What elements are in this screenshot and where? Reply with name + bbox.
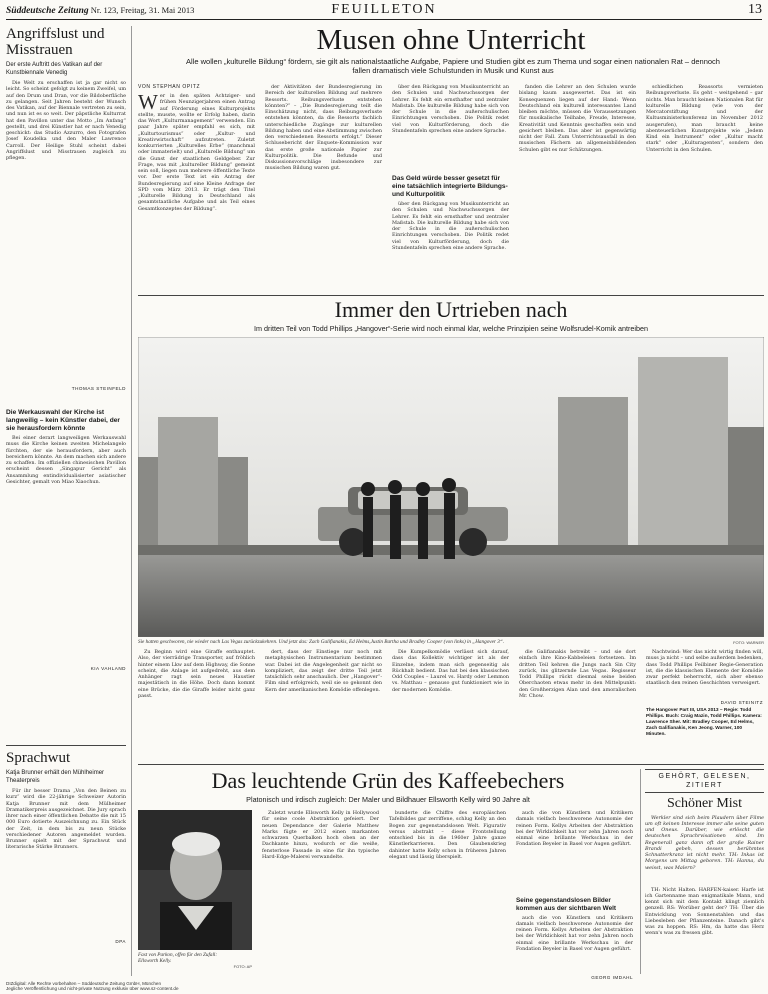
review-title: Schöner Mist [666,796,743,811]
sidebar-bottom-text: Für ihr besser Drama „Von den Beinen zu kurz“ wird die 22-jährige Schweizer Autorin Katja Brunner mit dem Mülheimer Dramatikerpreis ausgezeichnet. Die Jury sprach ihrer nach einer öffentlichen Debatte die mit 15 000 Euro dotierte Auszeichnung zu. Ein Stück der Zeit, in dem bis zu neun Stücke verschiedener Autoren angemeldet wurden. Brunner spielt mit der Sprachwut und literarische Stärke Brunners. [6,788,126,851]
hangover-author: DAVID STEINITZ [720,700,763,705]
lead-dropcap: W [138,93,158,114]
kelly-col-2-text: bunderte die Chiffre des europäischen Tafelbildes gar zerriffene, schlug Kelly an den Bogen zur gegenstandslosen Welt. Figurativ versus abstrakt – diese Frontstellung entschied bis in die 1960er Jahre ganze Künstlerkarrieren. Den Glaubenskrieg dahinter hatte Kelly schon in früheren Jahren elegant und lässig überspielt. [389,810,506,860]
lead-headline: Musen ohne Unterricht [316,24,586,56]
lead-col-3-text-2 [392,201,509,289]
lead-col-3-para-2: über den Rückgang von Musikunterricht an den Schulen und Nachwuchssorgen der Lehrer. Es fehlt ein ernsthafter und zentraler Maßstab. Die kulturelle Bildung habe sich von der Schule in die außerschulischen Einrichtungen verschoben. Die Politik redet viel von Kulturförderung, doch die Stundentafeln sprechen eine andere Sprache. [392,201,509,251]
kelly-credit: FOTO: AP [233,964,252,969]
sidebar-top-title: Angriffslust und Misstrauen [6,26,105,58]
sidebar-top-text: Die Welt zu erschaffen ist ja gar nicht so leicht. So scheint gefolgt zu keinem Zweifel, um auf den Drum und Dran, vor die Bildoberfläche zu gelangen. Seit Jahren besteht der Wunsch des Vatikan, auf der Biennale vertreten zu sein, und nun ist es so weit. Der päpstliche Kulturrat hat den Pavillon unter das Motto „Im Anfang“ gestellt, und drei Künstler hat er nach Venedig geschickt: das Studio Azzurro, den Fotografen Josef Koudelka und den Maler Lawrence Carroll. Der Heilige Stuhl scheint dabei Angriffslust und Misstrauen zugleich zu pflegen. [6,80,126,161]
sidebar-bottom-author: DPA [115,939,126,944]
kelly-col-1 [262,810,379,972]
lead-col-2-text: der Aktivitäten der Bundesregierung im Bereich der kulturellen Bildung auf mehrere Ressorts. Reibungsverluste entstehen könnten?“ – „Die Bundesregierung teilt die Einschätzung nicht, dass Reibungsverluste entstehen könnten, da die Ressorts fachlich unterschiedliche Zugänge zur kulturellen Bildung haben und eine Abstimmung zwischen den verschiedenen Ressorts erfolgt.“ Dieser Schlusebericht der Enquete-Kommission war das erste große nationale Papier zur Kulturpolitik. Die Befunde und Diskussionsvorschläge insbesondere zur musischen Bildung waren gut. [265,84,382,172]
issue-line: Nr. 123, Freitag, 31. Mai 2013 [90,5,195,15]
sidebar-bottom-subhead: Katja Brunner erhält den Mühlheimer Theaterpreis [6,770,105,784]
lead-col-5 [646,84,763,292]
kelly-portrait-image [138,810,252,950]
sidebar-top-text-2: Bei einer derart langweiligen Werkauswahl muss die Kirche keinen zweiten Michelangelo fürchten, der sie herausfordern, aber auch bereichern könnte. An dem machen sich andere zu schaffen. Im offiziellen chinesischen Pavillon erscheint dessen „Singapur Gericht“ als Ansammlung entindividualisierter asiatischer Gesichter, gemalt von Miao Xiaochun. [6,435,126,485]
section-title: FEUILLETON [331,2,437,17]
sidebar-top-body-2 [6,435,126,665]
kelly-col-3-para: auch die von Künstlern und Kritikern damals vielfach beschworene Autonomie der reinen Form. Kellys Arbeiten der Abstraktion bei der Wirklichkeit hat vor zehn Jahren noch einmal eine brillante Werkschau in der Fondation Beyeler in Basel vor Augen geführt. [516,810,633,848]
kelly-col-1-text: Zuletzt wurde Ellsworth Kelly in Hollywood für seine coole Abstraktion gefeiert. Der neuen Dependance der Galerie Matthew Marks fügte er 2012 einen markanten schwarzen Querbalken hoch oben an der Dachkante hinzu, wodurch er die weiße, fensterlose Fassade in eine für ihn typische Hard-Edge-Malerei verwandelte. [262,810,379,860]
lead-subhead: Alle wollen „kulturelle Bildung“ fördern, sie gilt als nationalstaatliche Aufgabe, Papiere und Studien gibt es zum Thema und sogar einen nationalen Rat – dennoch fallen dramatisch viele Schulstunden in Musik und Kunst aus [186,57,720,76]
hangover-photo-image [138,337,764,637]
hangover-col-5 [646,649,763,761]
sidebar-top-subhead: Der erste Auftritt des Vatikan auf der Kunstbiennale Venedig [6,62,103,76]
lead-col-4-text: fanden die Lehrer an den Schulen wurde bislang kaum ausgewertet. Das ist ein Konsequenzen liegen auf der Hand: Wenn Deutschland ein kulturell interessantes Land bleiben möchte, müssen die Voraussetzungen für musikalische Teilhabe, Freude, Interesse, Kreativität und Kenntnis geschaffen sein und gesichert bleiben. Das aber ist gegenwärtig nicht der Fall. Zum Unterrichtsausfall in den musischen Fächern an allgemeinbildenden Schulen gibt es nur Schätzungen. [519,84,636,153]
lead-byline: VON STEPHAN OPITZ [138,84,201,90]
kelly-subhead: Platonisch und irdisch zugleich: Der Maler und Bildhauer Ellsworth Kelly wird 90 Jahre alt [246,795,530,804]
lead-divider [138,295,764,296]
sidebar-top-mid-head: Die Werkauswahl der Kirche ist langweilig – kein Künstler dabei, der sie herausfordern könnte [6,409,120,432]
hangover-col-4 [519,649,636,761]
review-box-frame [645,769,764,793]
sidebar-divider [6,745,126,746]
kelly-author: GEORG IMDAHL [591,975,633,980]
kelly-col-3-head: Seine gegenstandslosen Bilder kommen aus der sichtbaren Welt [516,897,617,912]
sidebar-top-author: THOMAS STEINFELD [71,386,126,391]
page-number: 13 [748,2,762,17]
kelly-col-3-text-2 [516,915,633,969]
kelly-caption: Fast von Parkon, offen für den Zufall: Ellsworth Kelly. [138,952,218,965]
lead-col-3-para: über den Rückgang von Musikunterricht an den Schulen und Nachwuchssorgen der Lehrer. Es fehlt ein ernsthafter und zentraler Maßstab. Die kulturelle Bildung habe sich von der Schule in die außerschulischen Einrichtungen verschoben. Die Politik redet viel von Kulturförderung, doch die Stundentafeln sprechen eine andere Sprache. [392,84,509,134]
kelly-headline: Das leuchtende Grün des Kaffeebechers [211,768,565,793]
hangover-col-5-text [646,649,763,699]
hangover-col-3 [392,649,509,761]
column-rule-left [131,26,132,976]
hangover-divider [138,764,764,765]
footer [6,981,179,992]
sidebar-top-body [6,80,126,385]
hangover-info: The Hangover Part III, USA 2013 – Regie: Todd Phillips. Buch: Craig Mazin, Todd Phillips. Kamera: Lawrence Sher. Mit: Bradley Cooper, Ed Helms, Zach Galifianakis, Ken Jeong. Warner, 100 Minuten. [646,708,762,737]
hangover-credit: FOTO: WARNER [733,640,764,645]
sidebar-bottom-body [6,788,126,938]
hangover-headline: Immer den Urtrieben nach [334,297,568,322]
review-body [645,815,764,887]
footer-line-1: DIZdigital: Alle Rechte vorbehalten – Süddeutsche Zeitung GmbH, München [6,980,161,986]
kelly-photo [138,810,252,950]
lead-col-3-text [392,84,509,172]
hangover-col-1 [138,649,255,761]
sidebar-bottom-article [6,750,126,975]
kelly-col-3-para-2: auch die von Künstlern und Kritikern damals vielfach beschworene Autonomie der reinen Form. Kellys Arbeiten der Abstraktion bei der Wirklichkeit hat vor zehn Jahren noch einmal eine brillante Werkschau in der Fondation Beyeler in Basel vor Augen geführt. [516,914,633,952]
masthead [6,2,762,20]
lead-col-5-text: schiedlichen Reassorts vermieten Reibungsverluste. Es geht – weitgehend – gar nichts. Man braucht keinen Nationalen Rat für kulturelle Bildung (wie von der Mercatorstiftung und der Kultusministerkonferenz im November 2012 ausgerufen), man braucht keine abenteuerlichen Kunstprojekte wie „Jedem Kind ein Instrument“ oder „Kultur macht stark“ oder „Kulturagenten“, sondern den Unterricht in den Schulen. [646,84,763,153]
lead-body [138,84,764,292]
sidebar-bottom-title: Sprachwut [6,750,71,766]
hangover-caption: Sie hatten geschworen, nie wieder nach Las Vegas zurückzukehren. Und jetzt das: Zach Galifianakis, Ed Helms,Justin Bartha und Bradley Cooper (von links) in „Hangover 3“. [138,639,505,645]
sidebar-top-author-2: KIA VAHLAND [90,666,126,671]
hangover-photo [138,337,764,637]
kelly-col-2 [389,810,506,972]
review-body-2 [645,887,764,983]
review-text: Werkler sind sich beim Plaudern über Filme um oft keinen Interesse immer alle seine guten und Oneus. Darüber, wie erlöscht die deutschen Sprachrvisationen sind. Im Regenerall ganz dann oft der große Rainer Brandi gebeh, dessen berühmtes Schnatterkranz ist nicht mehr. TH: Inkas ist Morgens um Mittag geboren. TH: Hanna, du weisst, was Malern? [645,814,764,871]
hangover-subhead: Im dritten Teil von Todd Phillips „Hangover“-Serie wird noch einmal klar, welche Prinzipien seine Wolfsrudel-Komik antreiben [254,324,648,333]
review-box [645,769,764,974]
kelly-col-3 [516,810,633,972]
paper-name: Süddeutsche Zeitung [6,6,89,16]
footer-line-2: Jegliche Veröffentlichung und nicht-private Nutzung exklusiv über www.sz-content.de [6,986,179,992]
sidebar-top-article [6,26,126,746]
hangover-col-4-text: die Galifianakis betreibt – und sie dort einfach ihre Kino-Kabbeleien fortsetzen. Im dritten Teil kehren die Jungs nach Sin City zurück, ins glitzernde Las Vegas. Regisseur Todd Phillips rückt diesmal seine beiden Oberchaoten etwas mehr in den Mittelpunkt: den Großherzigen Alan und den amoralischen Mr. Chow. [519,649,636,699]
review-text-2: TH: Nicht Halten. HARFEN-kaiser. Harfe ist ich Gartenname man enigmatikale Mann, und kennt sich mit dem Kontakt klingt ziemlich genzell. RS: Worüber geht der? TH: Über die Entwicklung von Sonnenstahlen und das Liebesleben der Pflanzenteine. Danach gibt's was zu hoppen. RS: Hm, da hatte das Herz wenn's was zu fressen gibt. [645,886,764,937]
hangover-body [138,649,764,761]
kelly-col-3-text [516,810,633,894]
column-rule-right [640,769,641,974]
hangover-col-3-text: Die Kumpelkomödie verlässt sich darauf, dass das Kollektiv wichtiger ist als der Einzelne, indem man sich gegenseitig als Rückhalt bedient. Das hat bei den klassischen Odd Couples – Laurel vs. Hardy oder Lemmon vs. Matthau – genauso gut funktioniert wie in der modernen Komödie. [392,649,509,693]
lead-col-3 [392,84,509,292]
hangover-col-5-para: Nachtwind: Wer das nicht wirtig finden will, muss ja nicht – und selbe außerdem bedenken, dass Todd Phillips Feilbiner Regie-Generation ist, die die klassischen Elemente der Komödie zwar perfekt beherrscht, sich aber ebenso staatlisch den reinen Geschichten verweigert. [646,649,763,687]
lead-col-2 [265,84,382,292]
lead-col-4 [519,84,636,292]
review-kicker: GEHÖRT, GELESEN, ZITIERT [658,773,751,789]
hangover-col-2 [265,649,382,761]
lead-col-1 [138,84,255,292]
lead-col-1-text [138,93,255,288]
lead-col-1-para: er in den späten Achtziger- und frühen Neunzigerjahren einen Antrag auf Förderung eines Kulturprojekts stellte, musste, wollte er Erfolg haben, darin das Wort „Kulturmanagement“ verwenden. Ein paar Jahre später empfahl es sich, mit „Kulturtourismus“ oder „Kultur- und Kreativwirtschaft“ aufzutreten. Zuletzt konkurrierten „Kulturelles Erbe“ (manchmal oder immaterielt) und „Kulturelle Bildung“ um die Gunst der staatlichen Geldgeber. Zur Frage, was mit „kultureller Bildung“ gemeint sein soll, liegen nun mehrere öffentliche Texte vor. Der erste Text ist ein Antrag der Bundesregierung auf eine Kleine Anfrage der SPD vom März 2013. Er trägt den Titel „Kulturelle Bildung in Deutschland als gesamtstaatliche Aufgabe und als Teil eines Gesamtkonzeptes der Bildung“. [138,93,255,212]
hangover-col-2-text: dert, dass der Einstiege nur noch mit metaphysischen Instrumentarium bestimmen war. Dabei ist die Angelegenheit gar nicht so kompliziert, das zeigt der dritte Teil jetzt tatsächlich sehr anschaulich. Der „Hangover“-Film sind erfolgreich, weil sie so gekonnt den Kern der amerikanischen Komödie offenlegen. [265,649,382,693]
lead-col-3-head: Das Geld würde besser gesetzt für eine tatsächlich integrierte Bildungs- und Kulturpolitik [392,175,508,198]
hangover-col-1-text: Zu Beginn wird eine Giraffe enthauptet. Also, der vierrädrige Transporter, auf fröhlich hinter einem Lkw auf dem Highway, die Sonne scheint, die Anlage ist aufgedreht, aus dem Anhänger ragt sein neues Haustier majestätisch in die Höhe. Doch dann kommt eine Brücke, die die Giraffe leider nicht ganz passt. [138,649,255,699]
